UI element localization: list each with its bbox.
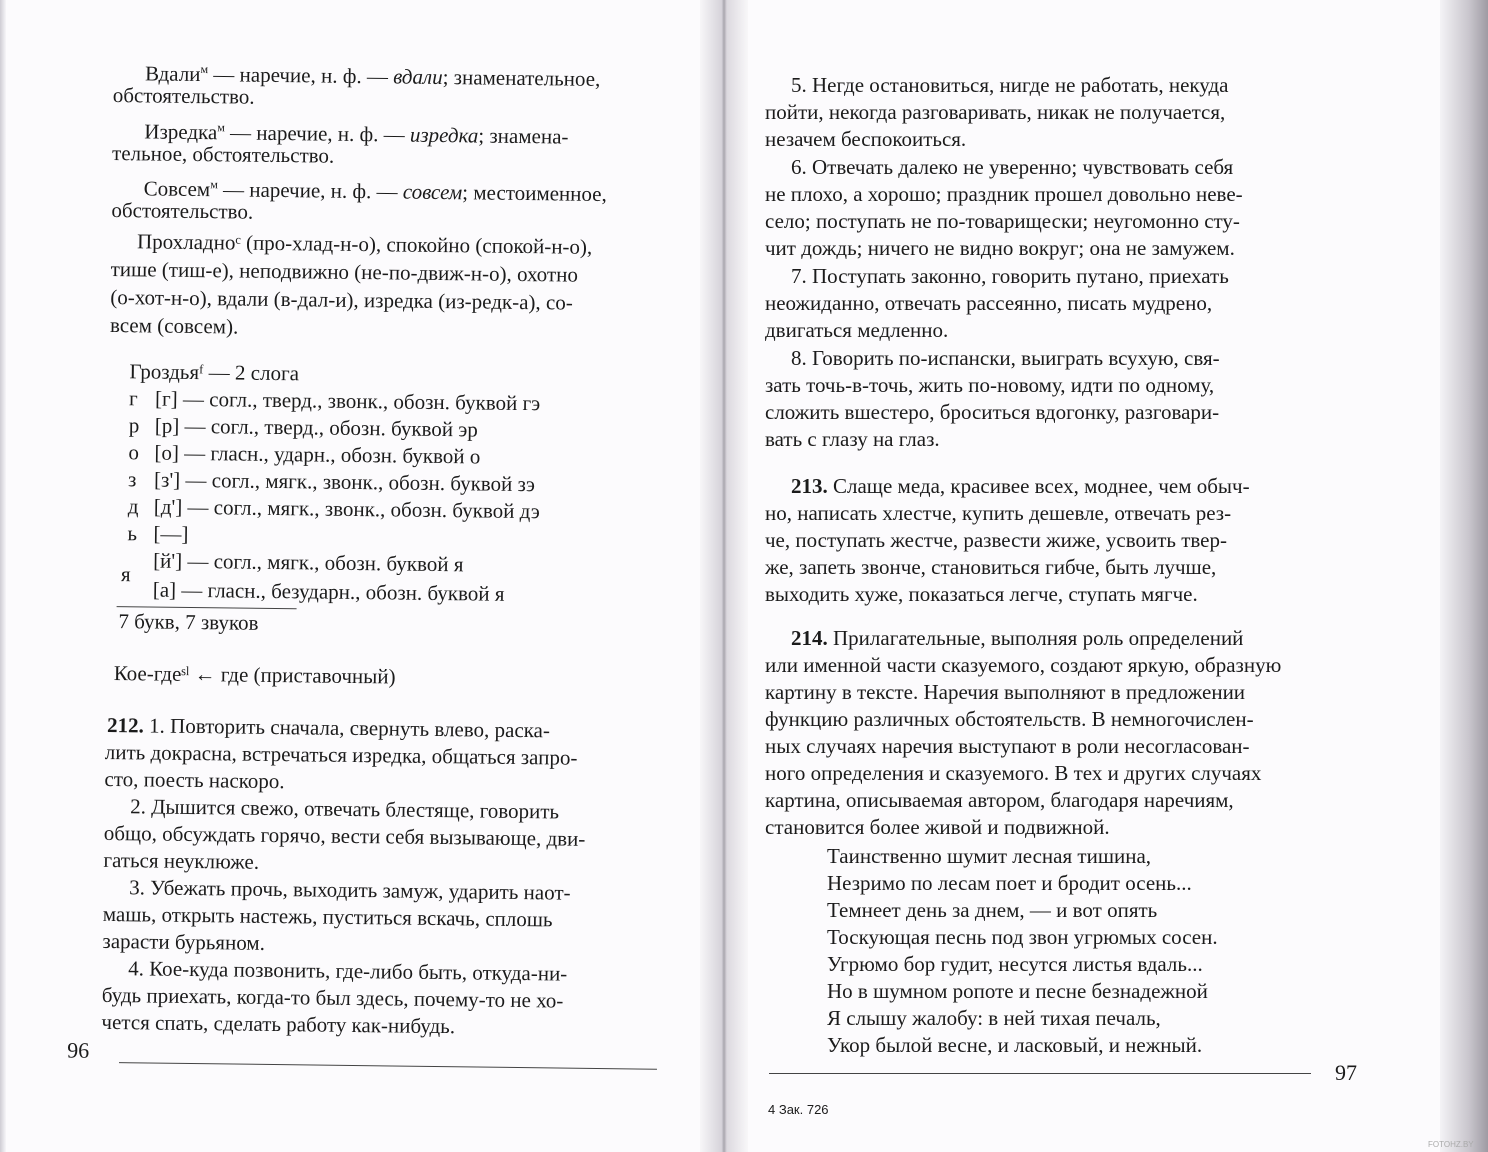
poem-line: Таинственно шумит лесная тишина, (827, 844, 1152, 868)
text-line: пойти, некогда разговаривать, никак не получается, (765, 100, 1226, 124)
print-order-footer: 4 Зак. 726 (768, 1102, 829, 1117)
phonetic-row: ь [—] (127, 521, 189, 546)
text-line: двигаться медленно. (765, 318, 949, 342)
text-line: неожиданно, отвечать рассеянно, писать мудрено, (765, 291, 1213, 315)
footer-rule (119, 1062, 657, 1070)
phonetic-row: я (120, 562, 131, 587)
book-gutter (700, 0, 748, 1152)
phonetic-head: Гроздьяᶠ — 2 слога (129, 359, 300, 386)
poem-line: Но в шумном ропоте и песне безнадежной (827, 979, 1208, 1003)
text-line: 7. Поступать законно, говорить путано, приехать (791, 264, 1229, 288)
poem-line: Тоскующая песнь под звон угрюмых сосен. (827, 925, 1218, 949)
watermark: FOTOHZ.BY (1428, 1140, 1474, 1149)
phonetic-row: г [г] — согл., тверд., звонк., обозн. буквой гэ (128, 386, 541, 416)
text-line: незачем беспокоиться. (765, 127, 967, 151)
ex212-line: сто, поесть наскоро. (104, 766, 285, 794)
ex212-line: лить докрасна, встречаться изредка, общаться запро- (104, 739, 578, 770)
page-edge-left (0, 0, 6, 1152)
ex214-line: становится более живой и подвижной. (765, 815, 1110, 839)
ex214-line: или именной части сказуемого, создают яркую, образную (765, 653, 1282, 677)
ex214-line: ного определения и сказуемого. В тех и других случаях (765, 761, 1262, 785)
poem-line: Незримо по лесам поет и бродит осень... (827, 871, 1192, 895)
morpheme-line: всем (совсем). (109, 312, 239, 339)
line-sovsem: Совсем$^м$ — наречие, н. ф. — совсем; местоименное, (143, 176, 607, 207)
ex212-line: будь приехать, когда-то был здесь, почему-то не хо- (101, 982, 564, 1013)
line-izredka: Изредка$^м$ — наречие, н. ф. — изредка; знамена- (144, 119, 569, 149)
text-line: зать точь-в-точь, жить по-новому, идти по одному, (765, 373, 1215, 397)
phonetic-row: [а] — гласн., безударн., обозн. буквой я (152, 577, 505, 606)
text-line: 5. Негде остановиться, нигде не работать, некуда (791, 73, 1229, 97)
exercise-number: 214. (791, 626, 828, 650)
footer-rule (769, 1073, 1311, 1074)
phonetic-row: р [р] — согл., тверд., обозн. буквой эр (128, 413, 479, 442)
exercise-number: 213. (791, 474, 828, 498)
poem-line: Укор былой весне, и ласковый, и нежный. (827, 1033, 1203, 1057)
exercise-number: 212. (106, 712, 145, 738)
ex214-line: картину в тексте. Наречия выполняют в предложении (765, 680, 1246, 704)
text-line: обстоятельство. (111, 197, 254, 224)
text-line: 8. Говорить по-испански, выиграть всухую, свя- (791, 346, 1220, 370)
ex213-line: че, поступать жестче, развести жиже, усвоить твер- (765, 528, 1227, 552)
page-edge-right (1440, 0, 1488, 1152)
ex212-line: гаться неуклюже. (103, 847, 260, 874)
phonetic-row: [й'] — согл., мягк., обозн. буквой я (153, 548, 464, 577)
text-line: вать с глазу на глаз. (765, 427, 940, 451)
morpheme-line: тише (тиш-е), неподвижно (не-по-движ-н-о), охотно (110, 256, 579, 287)
ex213-line: 213. Слаще меда, красивее всех, моднее, чем обыч- (791, 474, 1250, 498)
ex214-line: 214. Прилагательные, выполняя роль определений (791, 626, 1244, 650)
phonetic-row: з [з'] — согл., мягк., звонк., обозн. буквой зэ (127, 467, 536, 497)
text-line: не плохо, а хорошо; праздник прошел довольно неве- (765, 182, 1243, 206)
text-line: тельное, обстоятельство. (111, 140, 335, 168)
poem-line: Темнеет день за днем, — и вот опять (827, 898, 1158, 922)
ex214-line: ных случаях наречия выступают в роли несогласован- (765, 734, 1250, 758)
ex212-line: машь, открыть настежь, пуститься вскачь, сплошь (102, 901, 553, 932)
page-number: 96 (67, 1037, 90, 1063)
ex212-line: общо, обсуждать горячо, вести себя вызывающе, дви- (103, 820, 586, 851)
text-line: сложить вшестеро, броситься вдогонку, разговари- (765, 400, 1220, 424)
derivation-line: Кое-гдеˢˡ ← где (приставочный) (113, 661, 396, 689)
line-vdali: Вдали$^м$ — наречие, н. ф. — вдали; знаменательное, (144, 61, 601, 91)
ex213-line: выходить хуже, показаться легче, ступать мягче. (765, 582, 1198, 606)
phonetic-total: 7 букв, 7 звуков (118, 609, 259, 635)
poem-line: Угрюмо бор гудит, несутся листья вдаль... (827, 952, 1203, 976)
ex212-line: 2. Дышится свежо, отвечать блестяще, говорить (130, 794, 560, 824)
text-line: чит дождь; ничего не видно вокруг; она не замужем. (765, 236, 1235, 260)
text-line: 6. Отвечать далеко не уверенно; чувствовать себя (791, 155, 1234, 179)
ex212-line: 212. 1. Повторить сначала, свернуть влево, раска- (106, 712, 551, 743)
left-page (67, 0, 700, 1063)
ex212-line: зарасти бурьяном. (102, 928, 266, 955)
ex212-line: 4. Кое-куда позвонить, где-либо быть, откуда-ни- (128, 956, 568, 986)
page-number: 97 (1335, 1060, 1357, 1085)
text-line: село; поступать не по-товарищески; неугомонно сту- (765, 209, 1240, 233)
ex212-line: 3. Убежать прочь, выходить замуж, ударить наот- (129, 875, 571, 905)
ex213-line: же, запеть звонче, становиться гибче, быть лучше, (765, 555, 1217, 579)
text-line: обстоятельство. (112, 82, 255, 109)
phonetic-row: о [о] — гласн., ударн., обозн. буквой о (128, 440, 481, 469)
ex214-line: картина, описываемая автором, благодаря наречиям, (765, 788, 1234, 812)
morpheme-line: (о-хот-н-о), вдали (в-дал-и), изредка (из-редк-а), со- (110, 284, 573, 315)
poem-line: Я слышу жалобу: в ней тихая печаль, (827, 1006, 1161, 1030)
phonetic-row: д [д'] — согл., мягк., звонк., обозн. буквой дэ (127, 494, 541, 524)
morpheme-line: Прохладноᶜ (про-хлад-н-о), спокойно (спокой-н-о), (136, 229, 593, 259)
ex214-line: функцию различных обстоятельств. В немногочислен- (765, 707, 1254, 731)
ex213-line: но, написать хлестче, купить дешевле, отвечать рез- (765, 501, 1232, 525)
ex212-line: чется спать, сделать работу как-нибудь. (101, 1009, 456, 1039)
